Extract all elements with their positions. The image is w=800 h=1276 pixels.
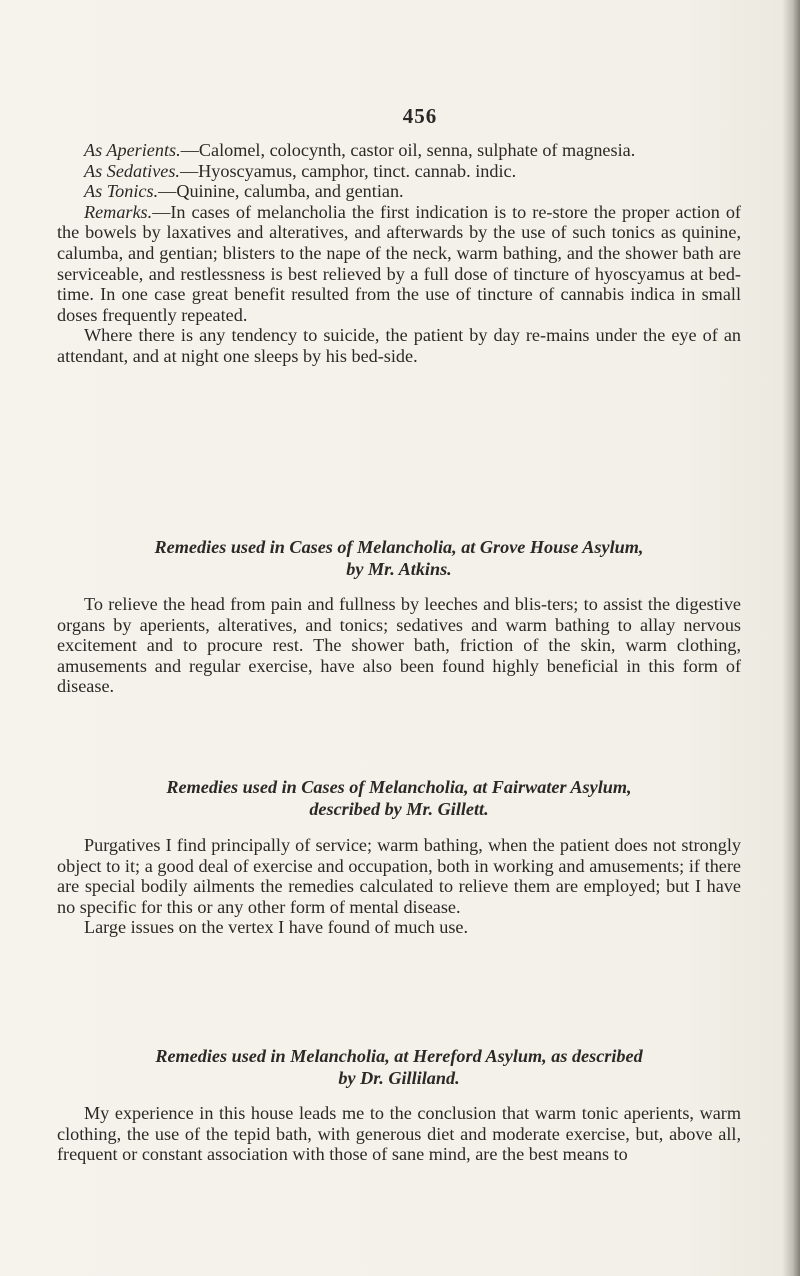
section-heading <box>57 776 741 820</box>
paragraph-lead: As Aperients. <box>84 140 181 160</box>
heading-line: Remedies used in Melancholia, at Hereford Asylum, as described <box>155 1046 643 1066</box>
paragraph-text: Where there is any tendency to suicide, the patient by day re-mains under the eye of an attendant, and at night one sleeps by his bed-side. <box>57 325 741 366</box>
paragraph-text: —Calomel, colocynth, castor oil, senna, sulphate of magnesia. <box>180 140 636 160</box>
section-paragraph: My experience in this house leads me to the conclusion that warm tonic aperients, warm clothing, the use of the tepid bath, with generous diet and moderate exercise, but, above all, frequent or constant association with those of sane mind, are the best means to <box>57 1103 741 1165</box>
intro-paragraph <box>57 202 741 326</box>
section-heading <box>57 1045 741 1089</box>
paragraph-text: —Quinine, calumba, and gentian. <box>158 181 404 202</box>
intro-block <box>57 140 741 367</box>
page-number: 456 <box>402 104 438 128</box>
paragraph-text: —Hyoscyamus, camphor, tinct. cannab. indic. <box>179 160 517 181</box>
paragraph-text: —In cases of melancholia the first indication is to re-store the proper action of the bowels by laxatives and alteratives, and afterwards by the use of such tonics as quinine, calumba, and gentian; blisters to the nape of the neck, warm bathing, and the shower bath are serviceable, and restlessness is best relieved by a full dose of tincture of hyoscyamus at bed-time. In one case great benefit resulted from the use of tincture of cannabis indica in small doses frequently repeated. <box>57 201 741 325</box>
section-heading <box>57 536 741 580</box>
heading-line: described by Mr. Gillett. <box>309 799 489 819</box>
heading-line: Remedies used in Cases of Melancholia, at Fairwater Asylum, <box>166 777 632 797</box>
heading-line: by Mr. Atkins. <box>346 559 452 579</box>
page-edge-shadow <box>782 0 800 1276</box>
section-paragraph: To relieve the head from pain and fullness by leeches and blis-ters; to assist the digestive organs by aperients, alteratives, and tonics; sedatives and warm bathing to allay nervous excitement and to procure rest. The shower bath, friction of the skin, warm clothing, amusements and regular exercise, have also been found highly beneficial in this form of disease. <box>57 594 741 697</box>
section-paragraph: Purgatives I find principally of service; warm bathing, when the patient does not strongly object to it; a good deal of exercise and occupation, both in working and amusements; if there are special bodily ailments the remedies calculated to relieve them are employed; but I have no specific for this or any other form of mental disease. <box>57 835 741 917</box>
intro-paragraph <box>57 140 741 161</box>
intro-paragraph <box>57 181 741 202</box>
heading-line: Remedies used in Cases of Melancholia, at Grove House Asylum, <box>154 537 644 557</box>
intro-paragraph <box>57 325 741 366</box>
paragraph-lead: Remarks. <box>84 201 153 222</box>
section-paragraph: Large issues on the vertex I have found of much use. <box>84 917 469 938</box>
paragraph-lead: As Sedatives. <box>84 160 180 181</box>
heading-line: by Dr. Gilliland. <box>338 1068 460 1088</box>
intro-paragraph <box>57 161 741 182</box>
paragraph-lead: As Tonics. <box>84 181 159 202</box>
section-body <box>57 835 741 938</box>
section-body <box>57 594 741 697</box>
section-body <box>57 1103 741 1165</box>
